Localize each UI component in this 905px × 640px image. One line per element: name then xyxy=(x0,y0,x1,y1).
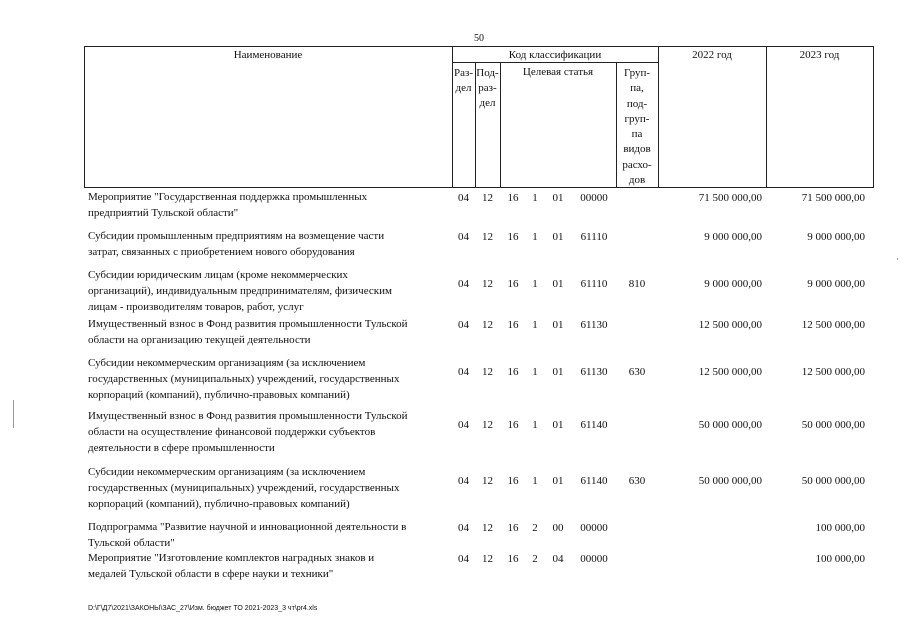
row-name xyxy=(88,408,450,456)
target-item-program: 16 xyxy=(507,366,519,378)
subsection-code: 12 xyxy=(482,553,493,565)
subsection-code: 12 xyxy=(482,231,493,243)
header-target-item: Целевая статья xyxy=(522,66,594,78)
amount-2023: 9 000 000,00 xyxy=(807,231,865,243)
row-name-line: корпораций (компаний), публично-правовых компаний) xyxy=(88,389,350,401)
target-item-direction: 00000 xyxy=(580,192,608,204)
target-item-event: 01 xyxy=(552,475,564,487)
scan-mark xyxy=(897,258,898,260)
section-code: 04 xyxy=(458,319,469,331)
subsection-code: 12 xyxy=(482,419,493,431)
target-item-program: 16 xyxy=(507,192,519,204)
amount-2023: 50 000 000,00 xyxy=(801,419,865,431)
row-name xyxy=(88,267,450,315)
row-name xyxy=(88,316,450,348)
row-name xyxy=(88,355,450,403)
subsection-code: 12 xyxy=(482,319,493,331)
amount-2022: 50 000 000,00 xyxy=(698,419,762,431)
row-name-line: Субсидии некоммерческим организациям (за исключением xyxy=(88,357,366,369)
target-item-program: 16 xyxy=(507,231,519,243)
target-item-program: 16 xyxy=(507,278,519,290)
row-name-line: деятельности в сфере промышленности xyxy=(88,442,275,454)
row-name-line: медалей Тульской области в сфере науки и техники" xyxy=(88,568,334,580)
row-name-line: Мероприятие "Изготовление комплектов наградных знаков и xyxy=(88,552,375,564)
row-name-line: области на осуществление финансовой поддержки субъектов xyxy=(88,426,376,438)
row-name-line: Субсидии некоммерческим организациям (за исключением xyxy=(88,466,366,478)
subsection-code: 12 xyxy=(482,475,493,487)
target-item-event: 04 xyxy=(552,553,564,565)
target-item-direction: 61130 xyxy=(580,319,608,331)
row-name xyxy=(88,189,450,221)
amount-2022: 9 000 000,00 xyxy=(704,231,762,243)
subsection-code: 12 xyxy=(482,192,493,204)
row-name-line: области на организацию текущей деятельности xyxy=(88,334,311,346)
target-item-program: 16 xyxy=(507,522,519,534)
target-item-program: 16 xyxy=(507,475,519,487)
target-item-subprogram: 2 xyxy=(532,522,538,534)
row-name-line: организаций), индивидуальным предпринимателям, физическим xyxy=(88,285,392,297)
row-name xyxy=(88,464,450,512)
target-item-direction: 00000 xyxy=(580,522,608,534)
row-name-line: государственных (муниципальных) учреждений, государственных xyxy=(88,482,400,494)
target-item-program: 16 xyxy=(507,553,519,565)
subsection-code: 12 xyxy=(482,278,493,290)
row-name-line: затрат, связанных с приобретением нового оборудования xyxy=(88,246,355,258)
header-group: Груп- па, под- груп- па видов расхо- дов xyxy=(622,67,652,187)
amount-2022: 71 500 000,00 xyxy=(698,192,762,204)
target-item-event: 01 xyxy=(552,366,564,378)
section-code: 04 xyxy=(458,522,469,534)
target-item-program: 16 xyxy=(507,419,519,431)
header-classification-code: Код классификации xyxy=(508,49,602,61)
target-item-direction: 00000 xyxy=(580,553,608,565)
target-item-subprogram: 2 xyxy=(532,553,538,565)
target-item-program: 16 xyxy=(507,319,519,331)
amount-2023: 71 500 000,00 xyxy=(801,192,865,204)
amount-2022: 9 000 000,00 xyxy=(704,278,762,290)
target-item-direction: 61140 xyxy=(580,419,608,431)
header-year-2023: 2023 год xyxy=(799,49,840,61)
target-item-subprogram: 1 xyxy=(532,319,538,331)
amount-2023: 12 500 000,00 xyxy=(801,366,865,378)
section-code: 04 xyxy=(458,366,469,378)
target-item-event: 01 xyxy=(552,231,564,243)
section-code: 04 xyxy=(458,553,469,565)
row-name-line: корпораций (компаний), публично-правовых компаний) xyxy=(88,498,350,510)
expense-group: 630 xyxy=(628,475,646,487)
row-name xyxy=(88,550,450,582)
row-name-line: государственных (муниципальных) учреждений, государственных xyxy=(88,373,400,385)
row-name-line: Мероприятие "Государственная поддержка промышленных xyxy=(88,191,368,203)
target-item-direction: 61130 xyxy=(580,366,608,378)
amount-2022: 12 500 000,00 xyxy=(698,319,762,331)
target-item-subprogram: 1 xyxy=(532,475,538,487)
row-name-line: Имущественный взнос в Фонд развития промышленности Тульской xyxy=(88,318,408,330)
target-item-subprogram: 1 xyxy=(532,419,538,431)
target-item-subprogram: 1 xyxy=(532,366,538,378)
target-item-subprogram: 1 xyxy=(532,192,538,204)
section-code: 04 xyxy=(458,475,469,487)
amount-2023: 50 000 000,00 xyxy=(801,475,865,487)
header-subsection: Под- раз- дел xyxy=(476,67,499,109)
target-item-event: 01 xyxy=(552,419,564,431)
row-name-line: Тульской области" xyxy=(88,537,175,549)
subsection-code: 12 xyxy=(482,522,493,534)
target-item-direction: 61140 xyxy=(580,475,608,487)
target-item-subprogram: 1 xyxy=(532,278,538,290)
amount-2023: 100 000,00 xyxy=(815,553,865,565)
target-item-event: 01 xyxy=(552,319,564,331)
section-code: 04 xyxy=(458,231,469,243)
amount-2022: 12 500 000,00 xyxy=(698,366,762,378)
target-item-subprogram: 1 xyxy=(532,231,538,243)
row-name-line: Подпрограмма "Развитие научной и инновационной деятельности в xyxy=(88,521,407,533)
amount-2022: 50 000 000,00 xyxy=(698,475,762,487)
amount-2023: 9 000 000,00 xyxy=(807,278,865,290)
target-item-event: 01 xyxy=(552,192,564,204)
section-code: 04 xyxy=(458,419,469,431)
row-name-line: предприятий Тульской области" xyxy=(88,207,239,219)
target-item-event: 01 xyxy=(552,278,564,290)
expense-group: 810 xyxy=(628,278,646,290)
section-code: 04 xyxy=(458,278,469,290)
expense-group: 630 xyxy=(628,366,646,378)
amount-2023: 12 500 000,00 xyxy=(801,319,865,331)
scan-mark xyxy=(13,400,14,428)
target-item-event: 00 xyxy=(552,522,564,534)
row-name-line: Субсидии промышленным предприятиям на возмещение части xyxy=(88,230,385,242)
row-name-line: лицам - производителям товаров, работ, услуг xyxy=(88,301,304,313)
row-name xyxy=(88,228,450,260)
subsection-code: 12 xyxy=(482,366,493,378)
row-name xyxy=(88,519,450,551)
section-code: 04 xyxy=(458,192,469,204)
header-year-2022: 2022 год xyxy=(692,49,732,61)
row-name-line: Субсидии юридическим лицам (кроме некоммерческих xyxy=(88,269,348,281)
target-item-direction: 61110 xyxy=(580,278,608,290)
page-number: 50 xyxy=(474,33,484,44)
target-item-direction: 61110 xyxy=(580,231,608,243)
header-name: Наименование xyxy=(233,49,303,61)
header-section: Раз- дел xyxy=(453,67,473,94)
amount-2023: 100 000,00 xyxy=(815,522,865,534)
footer-file-path: D:\Г\Д7\2021\ЗАКОНЫ\ЗАС_27\Изм. бюджет ТО 2021-2023_3 чт\pr4.xls xyxy=(88,605,318,612)
row-name-line: Имущественный взнос в Фонд развития промышленности Тульской xyxy=(88,410,408,422)
